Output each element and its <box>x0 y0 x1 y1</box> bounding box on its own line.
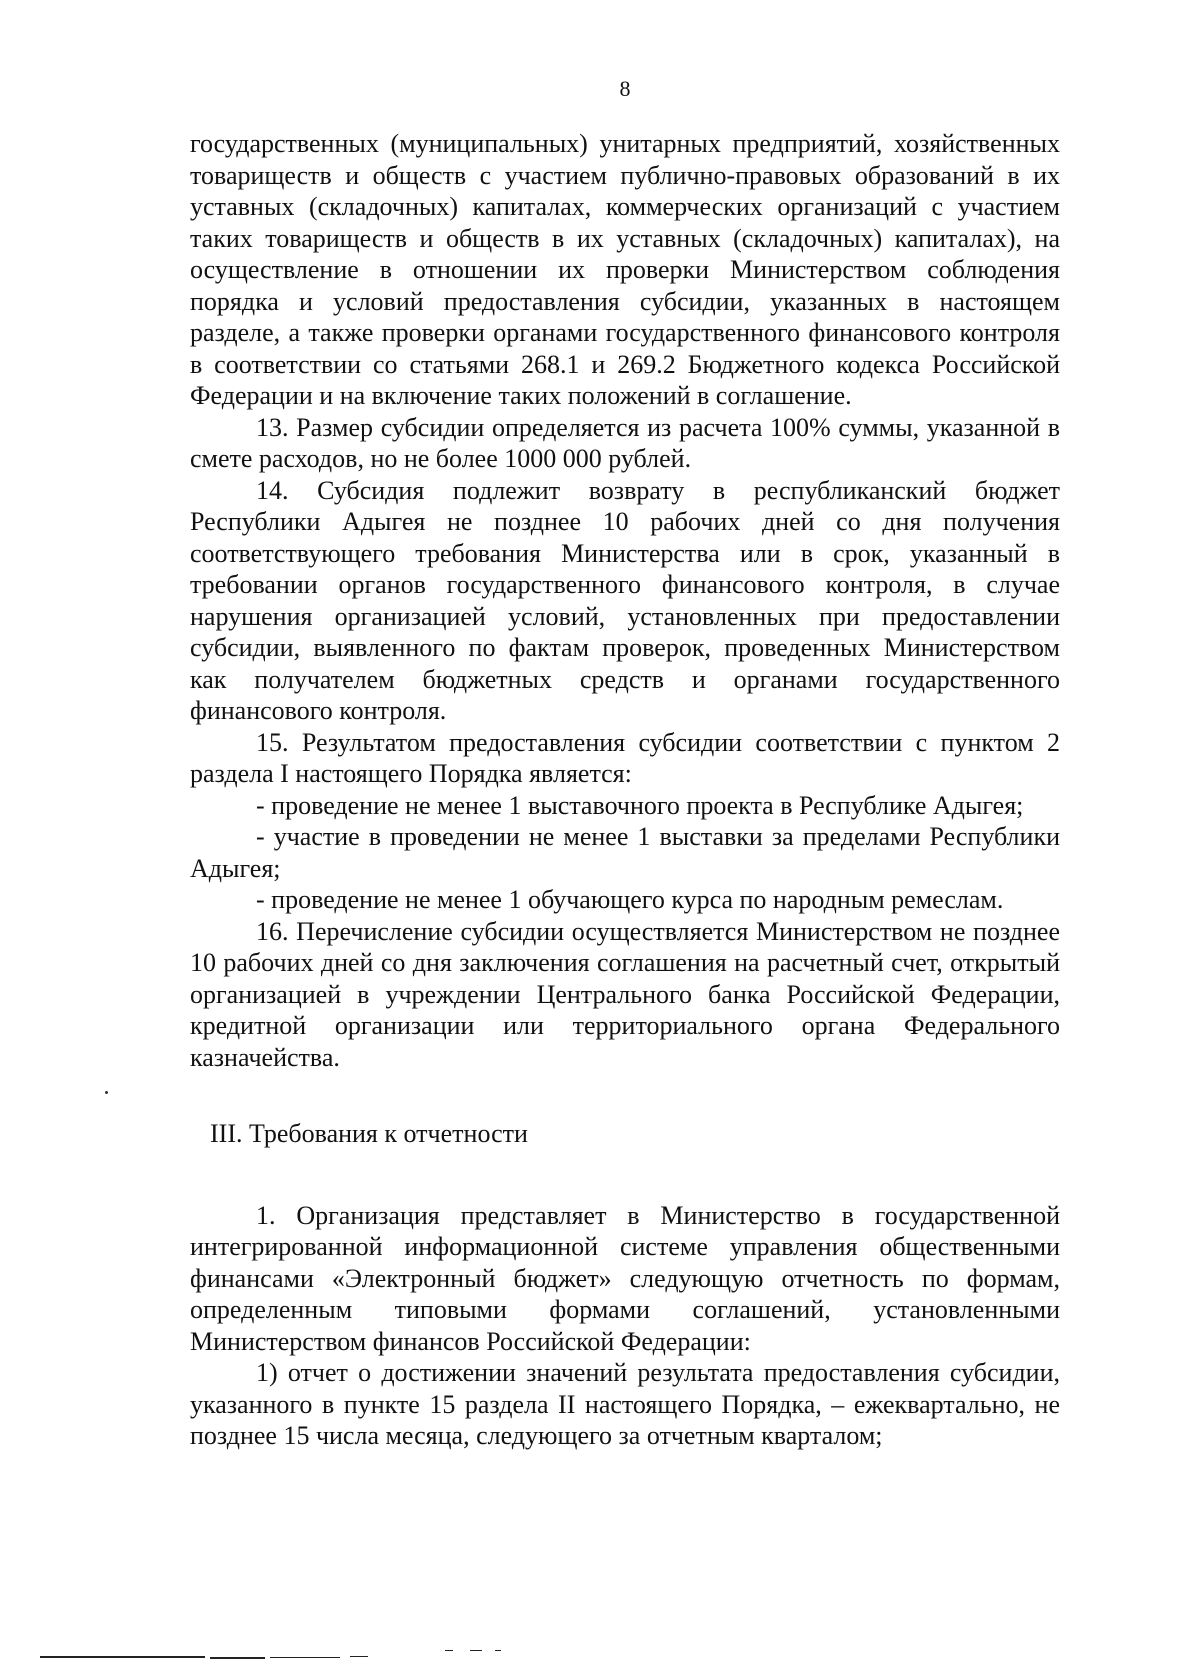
list-item-exhibition-project: - проведение не менее 1 выставочного проекта в Республике Адыгея; <box>256 790 1024 820</box>
footer-line <box>445 1650 453 1651</box>
list-item-exhibition-outside: - участие в проведении не менее 1 выставки за пределами Республики Адыгея; <box>190 822 1060 883</box>
footer-line <box>350 1656 368 1657</box>
section-paragraph-1: 1. Организация представляет в Министерство в государственной интегрированной информационной системе управления общественными финансами «Электронный бюджет» следующую отчетность по формам, определенным типовыми формами соглашений, установленными Министерством финансов Российской Федерации: <box>190 1200 1060 1356</box>
footer-line <box>210 1657 265 1659</box>
scan-footer-lines <box>0 1656 1200 1666</box>
section-heading: III. Требования к отчетности <box>210 1119 528 1148</box>
document-body <box>190 128 1060 1452</box>
paragraph-13: 13. Размер субсидии определяется из расчета 100% суммы, указанной в смете расходов, но не более 1000 000 рублей. <box>190 412 1060 473</box>
paragraph-15: 15. Результатом предоставления субсидии соответствии с пунктом 2 раздела I настоящего Порядка является: <box>190 727 1060 788</box>
footer-line <box>270 1657 340 1658</box>
list-item-training-course: - проведение не менее 1 обучающего курса по народным ремеслам. <box>256 885 1004 914</box>
scan-speck <box>105 1091 108 1094</box>
footer-line <box>470 1650 482 1651</box>
page-number: 8 <box>619 76 631 101</box>
section-paragraph-1-1: 1) отчет о достижении значений результата предоставления субсидии, указанного в пункте 15 раздела II настоящего Порядка, – ежеквартально, не позднее 15 числа месяца, следующего за отчетным кварталом; <box>190 1358 1060 1450</box>
paragraph-14: 14. Субсидия подлежит возврату в республиканский бюджет Республики Адыгея не позднее 10 рабочих дней со дня получения соответствующего требования Министерства или в срок, указанный в требовании органов государственного финансового контроля, в случае нарушения организацией условий, установленных при предоставлении субсидии, выявленного по фактам проверок, проведенных Министерством как получателем бюджетных средств и органами государственного финансового контроля. <box>190 475 1060 725</box>
footer-line <box>495 1650 501 1651</box>
paragraph-continuation: государственных (муниципальных) унитарных предприятий, хозяйственных товариществ и обществ с участием публично-правовых образований в их уставных (складочных) капиталах, коммерческих организаций с участием таких товариществ и обществ в их уставных (складочных) капиталах), на осуществление в отношении их проверки Министерством соблюдения порядка и условий предоставления субсидии, указанных в настоящем разделе, а также проверки органами государственного финансового контроля в соответствии со статьями 268.1 и 269.2 Бюджетного кодекса Российской Федерации и на включение таких положений в соглашение. <box>190 129 1060 410</box>
footer-line <box>40 1656 205 1658</box>
paragraph-16: 16. Перечисление субсидии осуществляется Министерством не позднее 10 рабочих дней со дня заключения соглашения на расчетный счет, открытый организацией в учреждении Центрального банка Российской Федерации, кредитной организации или территориального органа Федерального казначейства. <box>190 916 1060 1072</box>
